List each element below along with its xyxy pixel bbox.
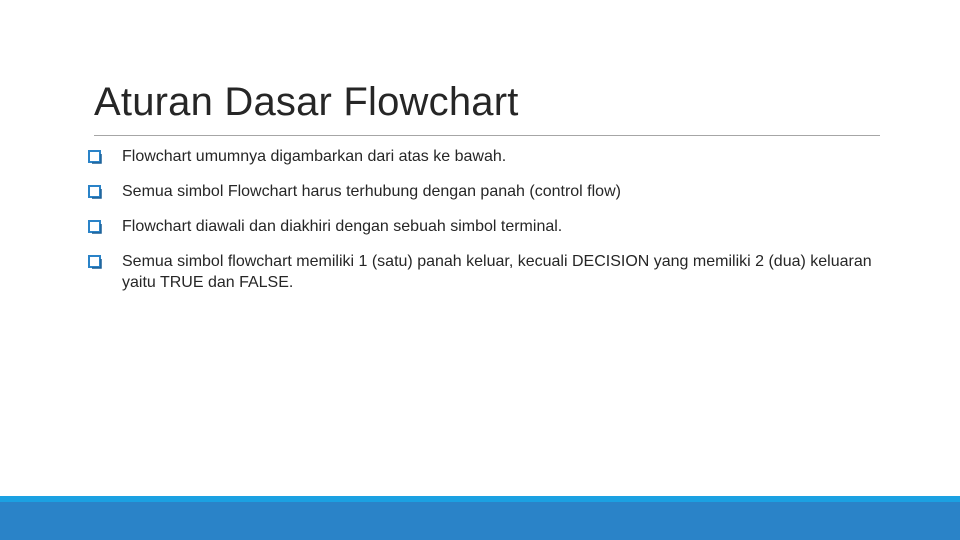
bullet-text: Semua simbol flowchart memiliki 1 (satu) panah keluar, kecuali DECISION yang memiliki 2 (dua) keluaran yaitu TRUE dan FALSE. [122, 253, 872, 291]
list-item [86, 146, 876, 167]
slide-title: Aturan Dasar Flowchart [94, 80, 519, 124]
hollow-square-bullet-icon [88, 150, 102, 164]
list-item [86, 181, 876, 202]
bullet-list [86, 146, 876, 293]
hollow-square-bullet-icon [88, 255, 102, 269]
title-divider [94, 135, 880, 136]
list-item [86, 216, 876, 237]
bullet-text: Flowchart umumnya digambarkan dari atas ke bawah. [122, 148, 507, 165]
footer-bar [0, 496, 960, 540]
hollow-square-bullet-icon [88, 220, 102, 234]
footer-accent-stripe [0, 496, 960, 502]
bullet-text: Flowchart diawali dan diakhiri dengan sebuah simbol terminal. [122, 218, 563, 235]
list-item [86, 251, 876, 293]
bullet-text: Semua simbol Flowchart harus terhubung dengan panah (control flow) [122, 183, 621, 200]
hollow-square-bullet-icon [88, 185, 102, 199]
